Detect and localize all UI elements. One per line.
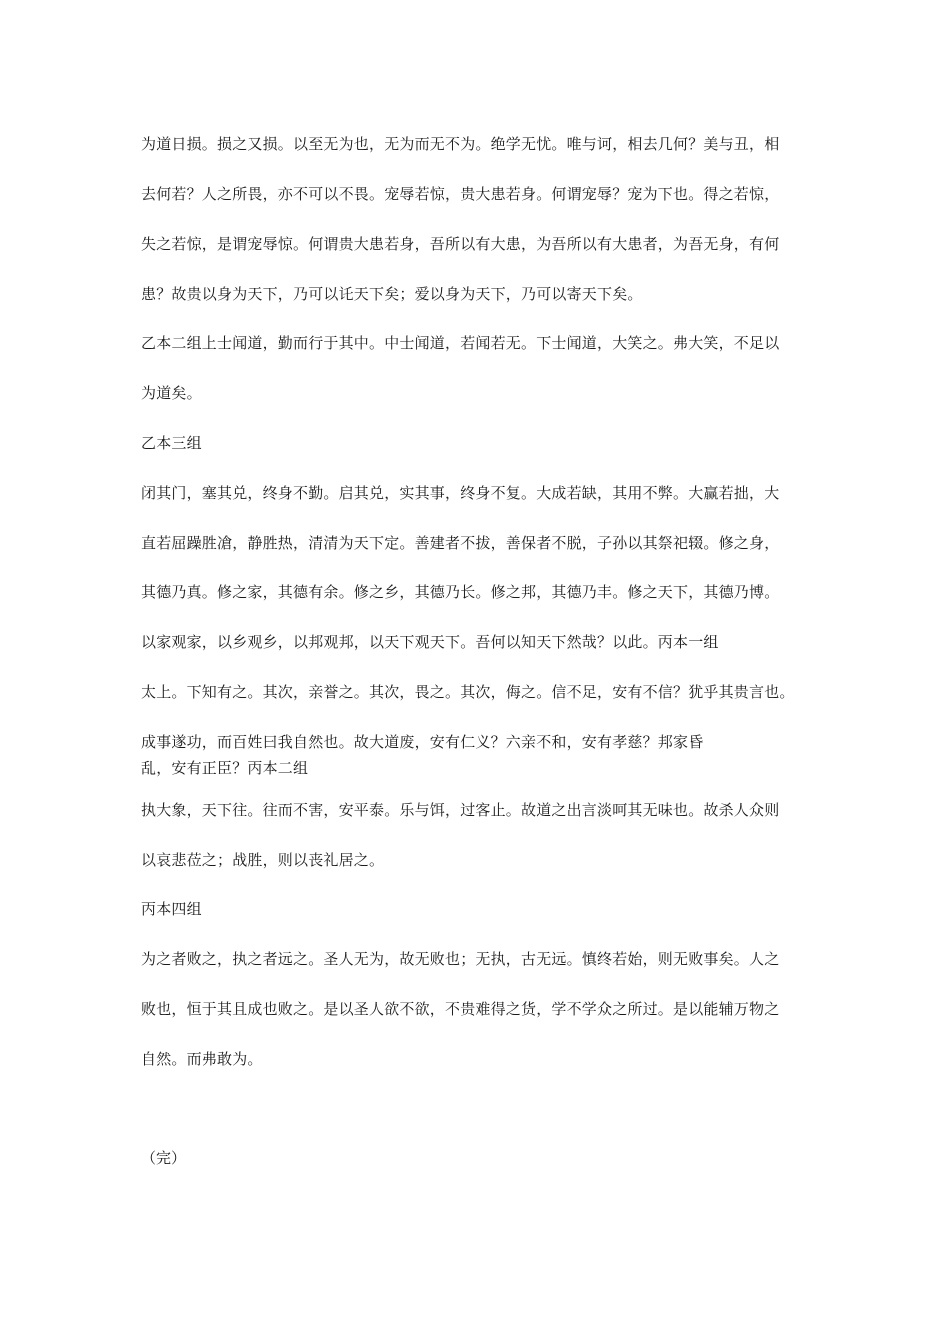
text-line-16: 以哀悲莅之；战胜，则以丧礼居之。: [141, 851, 385, 869]
text-line-9: 直若屈躁胜凔，静胜热，清清为天下定。善建者不拔，善保者不脱，子孙以其祭祀辍。修之身，: [141, 534, 780, 552]
section-heading-yi-3: 乙本三组: [141, 434, 202, 452]
text-line-18: 为之者败之，执之者远之。圣人无为，故无败也；无执，古无远。慎终若始，则无败事矣。人之: [141, 950, 780, 968]
end-mark: （完）: [141, 1149, 187, 1167]
text-line-10: 其德乃真。修之家，其德有余。修之乡，其德乃长。修之邦，其德乃丰。修之天下，其德乃博。: [141, 583, 780, 601]
text-line-20: 自然。而弗敢为。: [141, 1050, 263, 1068]
text-line-6: 为道矣。: [141, 384, 202, 402]
section-heading-bing-4: 丙本四组: [141, 900, 202, 918]
text-line-3: 失之若惊，是谓宠辱惊。何谓贵大患若身，吾所以有大患，为吾所以有大患者，为吾无身，有何: [141, 235, 780, 253]
text-line-2: 去何若？人之所畏，亦不可以不畏。宠辱若惊，贵大患若身。何谓宠辱？宠为下也。得之若惊，: [141, 185, 780, 203]
text-line-15: 执大象，天下往。往而不害，安平泰。乐与饵，过客止。故道之出言淡呵其无味也。故杀人众则: [141, 801, 780, 819]
text-line-19: 败也，恒于其且成也败之。是以圣人欲不欲，不贵难得之货，学不学众之所过。是以能辅万物之: [141, 1000, 780, 1018]
text-line-1: 为道日损。损之又损。以至无为也，无为而无不为。绝学无忧。唯与诃，相去几何？美与丑，相: [141, 135, 780, 153]
text-line-12: 太上。下知有之。其次，亲誉之。其次，畏之。其次，侮之。信不足，安有不信？犹乎其贵言也。: [141, 683, 795, 701]
text-line-14: 乱，安有正臣？丙本二组: [141, 759, 309, 777]
text-line-13: 成事遂功，而百姓曰我自然也。故大道废，安有仁义？六亲不和，安有孝慈？邦家昏: [141, 733, 704, 751]
text-line-8: 闭其门，塞其兑，终身不勤。启其兑，实其事，终身不复。大成若缺，其用不弊。大赢若拙，大: [141, 484, 780, 502]
text-line-4: 患？故贵以身为天下，乃可以讬天下矣；爱以身为天下，乃可以寄天下矣。: [141, 285, 643, 303]
text-line-5: 乙本二组上士闻道，勤而行于其中。中士闻道，若闻若无。下士闻道，大笑之。弗大笑，不足以: [141, 334, 780, 352]
text-line-11: 以家观家，以乡观乡，以邦观邦，以天下观天下。吾何以知天下然哉？以此。丙本一组: [141, 633, 719, 651]
